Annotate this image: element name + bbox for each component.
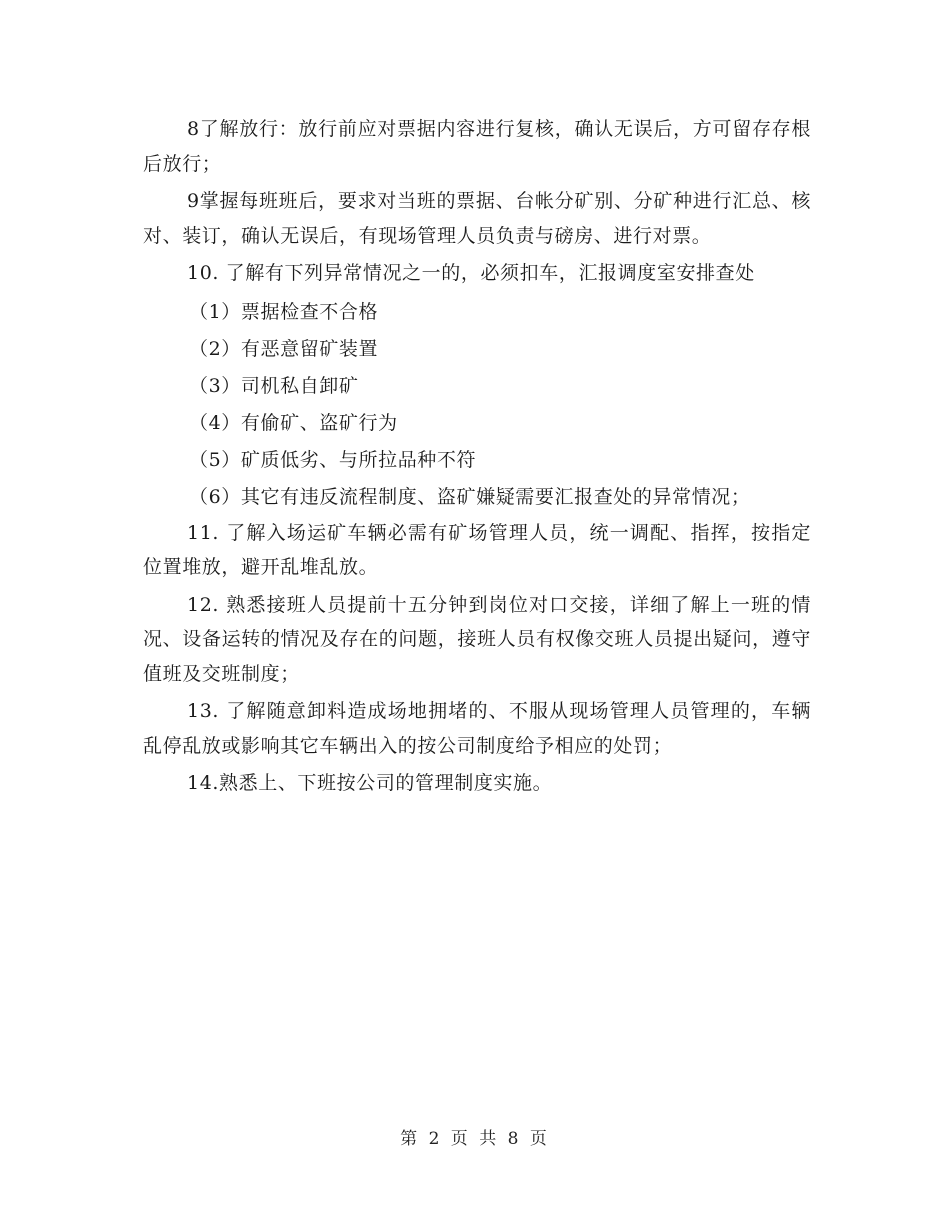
sub-item-5: （5）矿质低劣、与所拉品种不符: [189, 448, 477, 471]
sub-item-6: （6）其它有违反流程制度、盗矿嫌疑需要汇报查处的异常情况；: [189, 485, 751, 508]
paragraph-item-12: 12. 熟悉接班人员提前十五分钟到岗位对口交接，详细了解上一班的情况、设备运转的情况及存在的问题，接班人员有权像交班人员提出疑问，遵守值班及交班制度；: [143, 593, 811, 685]
sub-item-4: （4）有偷矿、盗矿行为: [189, 411, 398, 434]
paragraph-item-10: 10. 了解有下列异常情况之一的，必须扣车，汇报调度室安排查处: [187, 262, 755, 284]
sub-item-2: （2）有恶意留矿装置: [189, 337, 379, 360]
page-body: [143, 112, 811, 801]
paragraph-item-13: 13. 了解随意卸料造成场地拥堵的、不服从现场管理人员管理的，车辆乱停乱放或影响其它车辆出入的按公司制度给予相应的处罚；: [143, 700, 811, 757]
paragraph-item-14: 14.熟悉上、下班按公司的管理制度实施。: [187, 772, 553, 794]
paragraph-item-11: 11. 了解入场运矿车辆必需有矿场管理人员，统一调配、指挥，按指定位置堆放，避开乱堆乱放。: [143, 521, 811, 578]
page-number-footer: 第 2 页 共 8 页: [400, 1129, 550, 1149]
paragraph-item-9: 9掌握每班班后，要求对当班的票据、台帐分矿别、分矿种进行汇总、核对、装订，确认无误后，有现场管理人员负责与磅房、进行对票。: [143, 190, 811, 247]
paragraph-item-8: 8了解放行：放行前应对票据内容进行复核，确认无误后，方可留存存根后放行；: [143, 118, 811, 175]
sub-item-3: （3）司机私自卸矿: [189, 374, 359, 397]
sub-item-1: （1）票据检查不合格: [189, 300, 379, 323]
